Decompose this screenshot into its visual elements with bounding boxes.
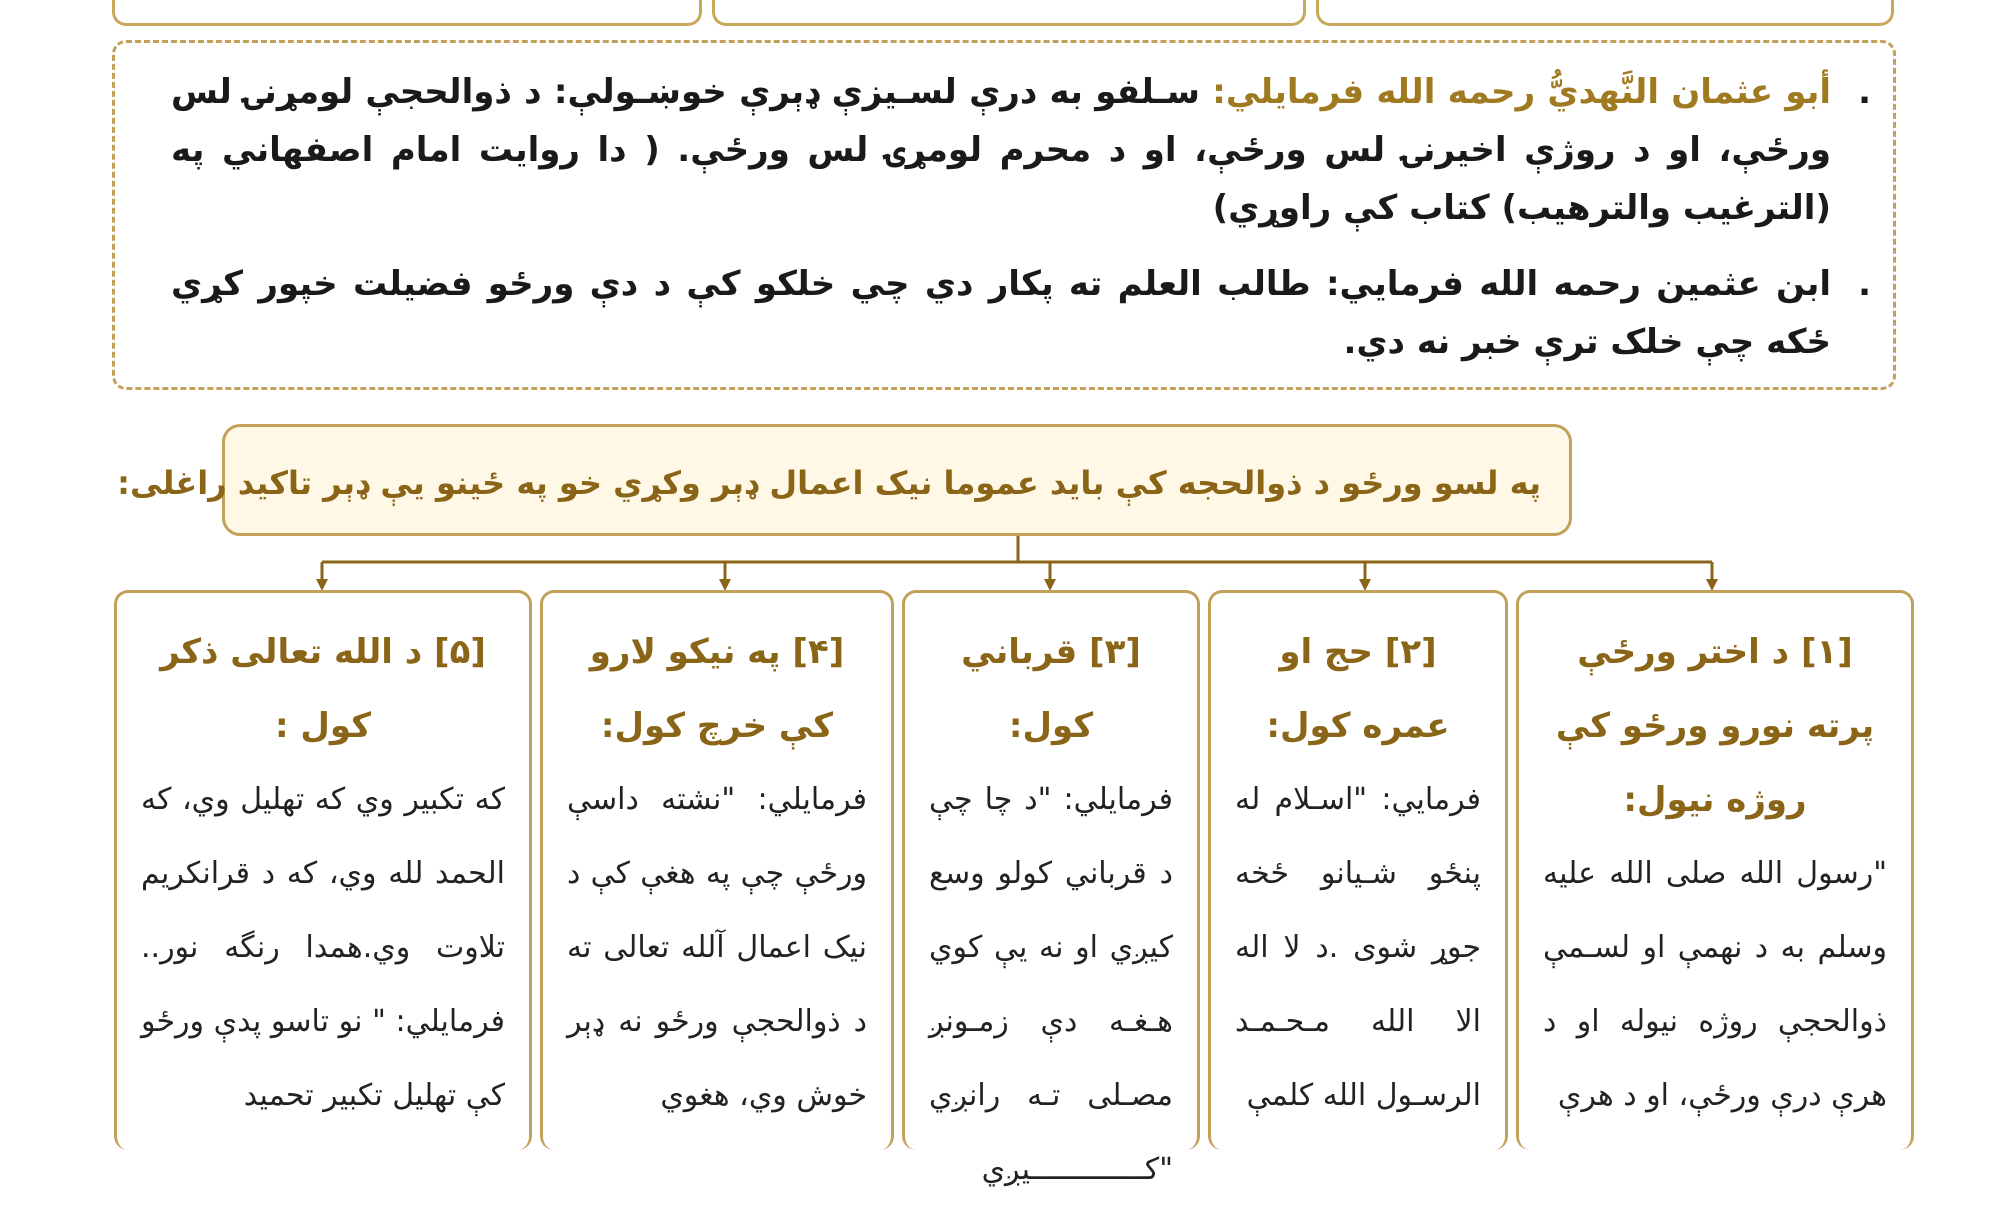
card-title: [۴] په نيكو لارو كې خرچ كول:: [589, 632, 845, 746]
card-body: فرمايلي: "د چا چې د قرباني کولو وسع كيږي او نه يې کوي هـغـه دې زمـونږ مصـلى تـه رانږي "كـــــــــــــيږي: [929, 782, 1173, 1187]
deed-card-charity: [540, 590, 894, 1150]
quote-author: أبو عثمان النَّهديُّ رحمه الله فرمايلي:: [1212, 72, 1831, 112]
deed-card-fasting: [1516, 590, 1914, 1150]
card-body: كه تكبير وي كه تهليل وي، كه الحمد لله وي، كه د قرانكريم تلاوت وي.همدا رنگه نور.. فرمايلي: " نو تاسو پدې ورځو کې تهليل تكبير تحميد: [141, 782, 505, 1113]
card-body: "رسول الله صلى الله علیه وسلم به د نهمې او لسـمې ذوالحجې روژه نیوله او د هرې درې ورځې، او د هرې: [1543, 856, 1887, 1113]
deeds-banner: په لسو ورځو د ذوالحجه کې باید عموما نیک اعمال ډېر وکړي خو په ځینو یې ډېر تاکید راغلی:: [222, 424, 1572, 536]
deed-card-dhikr: [114, 590, 532, 1150]
deed-card-sacrifice: [902, 590, 1200, 1187]
card-body: فرمایي: "اسـلام له پنځو شـيانو ځخه جوړ شوی .د لا اله الا الله مـحـمـد الرسـول الله کلمې: [1235, 782, 1481, 1113]
card-title: [۱] د اختر ورځې پرته نورو ورځو کې روژه نیول:: [1555, 632, 1875, 820]
card-title: [۵] د الله تعالى ذكر كول :: [160, 632, 486, 746]
card-body: فرمایلي: "نشته داسې ورځې چې په هغې کې د نیک اعمال آلله تعالی ته د ذوالحجې ورځو نه ډېر خوش وي، هغوي: [567, 782, 867, 1113]
quote-text: سـلفو به درې لسـيزې ډېرې خوښـولې: د ذوالحجې لومړنۍ لس ورځې، او د روژې اخيرنۍ لس ورځې، او د محرم لومړۍ لس ورځې. ( دا روايت امام اصفهاني په (الترغيب والترهيب) كتاب كې راوړي): [171, 72, 1831, 228]
card-title: [۳] قرباني كول:: [961, 632, 1141, 746]
card-title: [۲] حج او عمره كول:: [1266, 632, 1450, 746]
quote-text: ابن عثمين رحمه الله فرمايي: طالب العلم ته پكار دي چي خلكو كې د دې ورځو فضيلت خپور كړي ځكه چې خلک ترې خبر نه دي.: [171, 264, 1831, 362]
deed-card-hajj: [1208, 590, 1508, 1150]
